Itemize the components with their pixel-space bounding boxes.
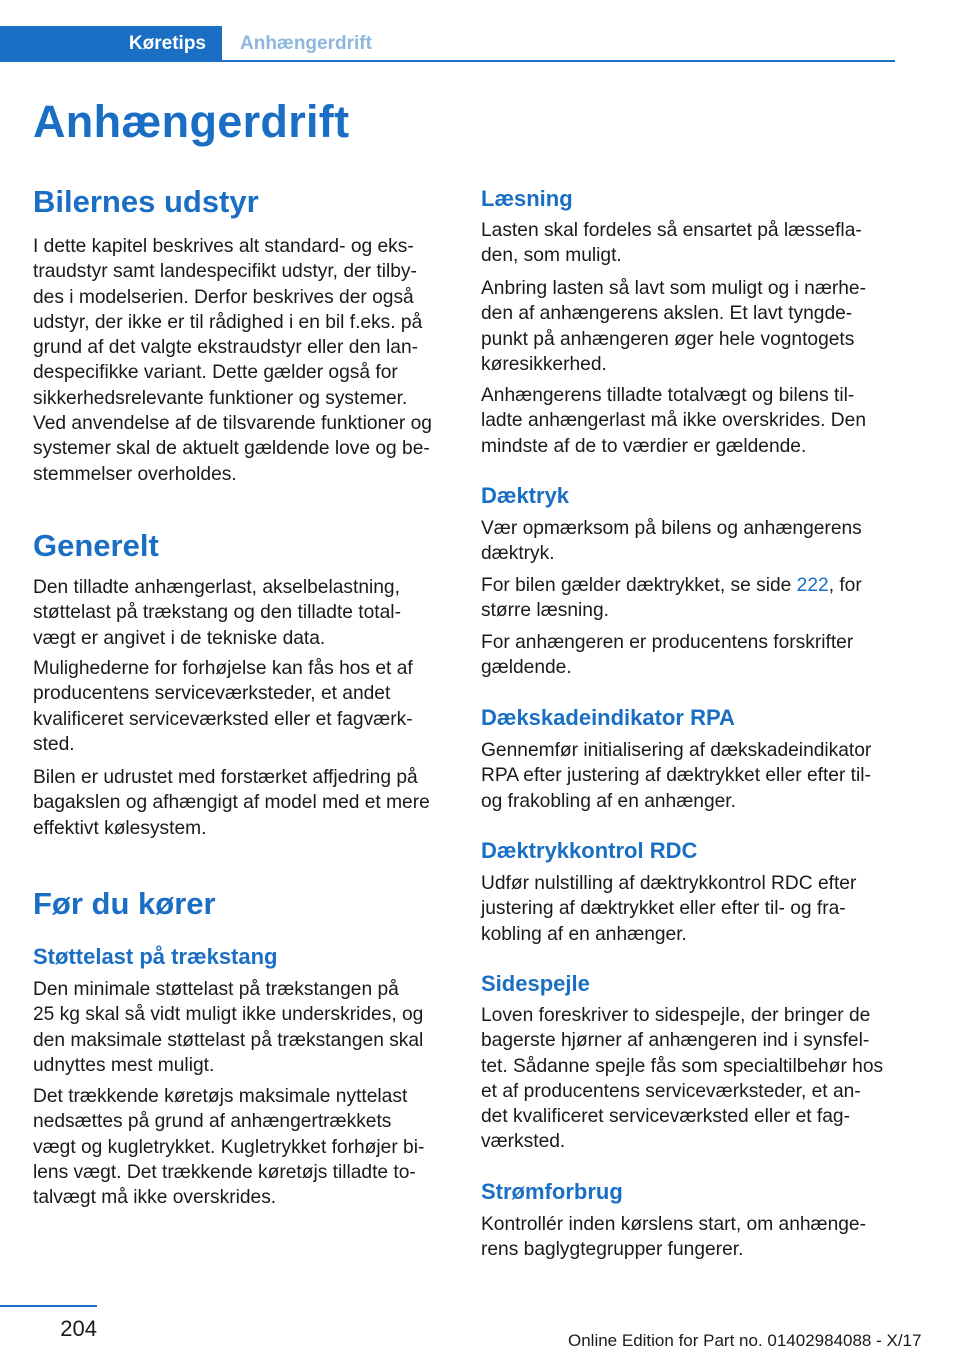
paragraph-generelt-2 [33,656,413,757]
paragraph-stoettelast-1 [33,977,423,1078]
paragraph-generelt-3 [33,765,430,841]
paragraph-laesning-2 [481,276,866,377]
edition-note: Online Edition for Part no. 01402984088 - X/17 [568,1331,922,1350]
paragraph-stroemforbrug [481,1212,866,1263]
text-line: Lasten skal fordeles så ensartet på læssefla- [481,220,862,241]
subsection-title-laesning: Læsning [481,186,573,211]
text-line: udstyr, der ikke er til rådighed i en bil f.eks. på [33,311,423,333]
text-line: 25 kg skal så vidt muligt ikke underskrides, og [33,1004,424,1026]
text-line: bagerste hjørner af anhængeren ind i synsfel- [481,1030,870,1052]
text-line: For anhængeren er producentens forskrifter [481,632,854,653]
text-line: gældende. [481,657,572,679]
paragraph-daektryk-1 [481,516,862,567]
section-title-generelt: Generelt [33,528,159,563]
page-number: 204 [60,1316,97,1341]
text-line: Loven foreskriver to sidespejle, der bringer de [481,1005,871,1026]
paragraph-bilernes-udstyr [33,234,432,487]
text-line: den maksimale støttelast på trækstangen skal [33,1029,424,1051]
daektryk-text-pre: For bilen gælder dæktrykket, se side [481,575,797,596]
text-line: des i modelserien. Derfor beskrives der også [33,286,414,308]
text-line: stemmelser overholdes. [33,463,237,485]
paragraph-laesning-1 [481,218,862,269]
text-line: lens vægt. Det trækkende køretøjs tilladte to- [33,1161,416,1183]
text-line: tet. Sådanne spejle fås som specialtilbehør hos [481,1055,884,1077]
text-line: Anbring lasten så lavt som muligt og i nærhe- [481,278,866,299]
footer-rule [0,1305,97,1307]
text-line: ladte anhængerlast må ikke overskrides. Den [481,410,867,432]
text-line: talvægt må ikke overskrides. [33,1187,277,1209]
section-title-bilernes-udstyr: Bilernes udstyr [33,184,259,219]
text-line: Mulighederne for forhøjelse kan fås hos et af [33,658,413,679]
text-line: Bilen er udrustet med forstærket affjedring på [33,767,418,788]
text-line: punkt på anhængeren øger hele vogntogets [481,328,855,350]
text-line: køresikkerhed. [481,353,607,375]
subsection-title-stroemforbrug: Strømforbrug [481,1179,623,1204]
text-line: dæktryk. [481,543,555,565]
text-line: kvalificeret serviceværksted eller et fagværk- [33,708,413,730]
paragraph-daektryk-3 [481,630,853,681]
subsection-title-daektryk: Dæktryk [481,483,570,508]
subsection-title-sidespejle: Sidespejle [481,971,590,996]
text-line: det kvalificeret serviceværksted eller et fag- [481,1106,850,1128]
text-line: Den minimale støttelast på trækstangen på [33,979,399,1000]
text-line: Vær opmærksom på bilens og anhængerens [481,518,862,539]
paragraph-rdc [481,871,856,947]
text-line: et af producentens serviceværksteder, et an- [481,1080,861,1102]
section-title-foer-du-koerer: Før du kører [33,886,216,921]
text-line: Den tilladte anhængerlast, akselbelastning, [33,577,400,598]
text-line: Ved anvendelse af de tilsvarende funktioner og [33,413,432,435]
subsection-title-rdc: Dæktrykkontrol RDC [481,838,698,863]
paragraph-stoettelast-2 [33,1084,424,1210]
text-line: rens baglygtegrupper fungerer. [481,1239,744,1261]
text-line: Kontrollér inden kørslens start, om anhænge- [481,1214,866,1235]
text-line: Det trækkende køretøjs maksimale nyttelast [33,1086,408,1107]
paragraph-rpa [481,738,871,814]
text-line: nedsættes på grund af anhængertrækkets [33,1111,392,1133]
text-line: Gennemfør initialisering af dækskadeindikator [481,740,872,761]
paragraph-generelt-1 [33,575,401,651]
text-line: producentens serviceværksteder, et andet [33,683,391,705]
daektryk-text-line2: større læsning. [481,600,609,622]
text-line: kobling af en anhænger. [481,923,687,945]
subsection-title-rpa: Dækskadeindikator RPA [481,705,735,730]
text-line: vægt og kugletrykket. Kugletrykket forhøjer bi- [33,1136,425,1158]
text-line: og frakobling af en anhænger. [481,790,736,812]
text-line: udnyttes mest muligt. [33,1054,215,1076]
text-line: justering af dæktrykket eller efter til- og fra- [481,898,846,920]
tab-koeretips[interactable]: Køretips [0,26,222,62]
text-line: den, som muligt. [481,245,622,267]
text-line: bagakslen og afhængigt af model med et mere [33,792,430,814]
text-line: sted. [33,733,75,755]
page-title: Anhængerdrift [33,96,350,147]
paragraph-daektryk-2 [481,573,862,624]
text-line: Anhængerens tilladte totalvægt og bilens til- [481,385,855,406]
text-line: grund af det valgte ekstraudstyr eller den lan- [33,337,419,359]
subsection-title-stoettelast: Støttelast på trækstang [33,944,278,969]
text-line: den af anhængerens akslen. Et lavt tyngde- [481,303,853,325]
text-line: RPA efter justering af dæktrykket eller efter til- [481,765,871,787]
page-222-link[interactable]: 222 [796,575,829,596]
paragraph-sidespejle [481,1003,883,1155]
paragraph-laesning-3 [481,383,866,459]
text-line: mindste af de to værdier er gældende. [481,435,807,457]
text-line: systemer skal de aktuelt gældende love og be- [33,438,430,460]
text-line: værksted. [481,1131,566,1153]
daektryk-text-post: , for [828,575,862,596]
text-line: Udfør nulstilling af dæktrykkontrol RDC efter [481,873,857,894]
tab-anhaengerdrift[interactable]: Anhængerdrift [240,33,372,54]
text-line: vægt er angivet i de tekniske data. [33,627,326,649]
text-line: effektivt kølesystem. [33,817,207,839]
text-line: I dette kapitel beskrives alt standard- og eks- [33,236,414,257]
text-line: støttelast på trækstang og den tilladte total- [33,602,401,624]
text-line: despecifikke variant. Dette gælder også for [33,362,398,384]
text-line: traudstyr samt landespecifikt udstyr, der tilby- [33,261,417,283]
text-line: sikkerhedsrelevante funktioner og systemer. [33,387,408,409]
header-tabs [0,26,895,62]
